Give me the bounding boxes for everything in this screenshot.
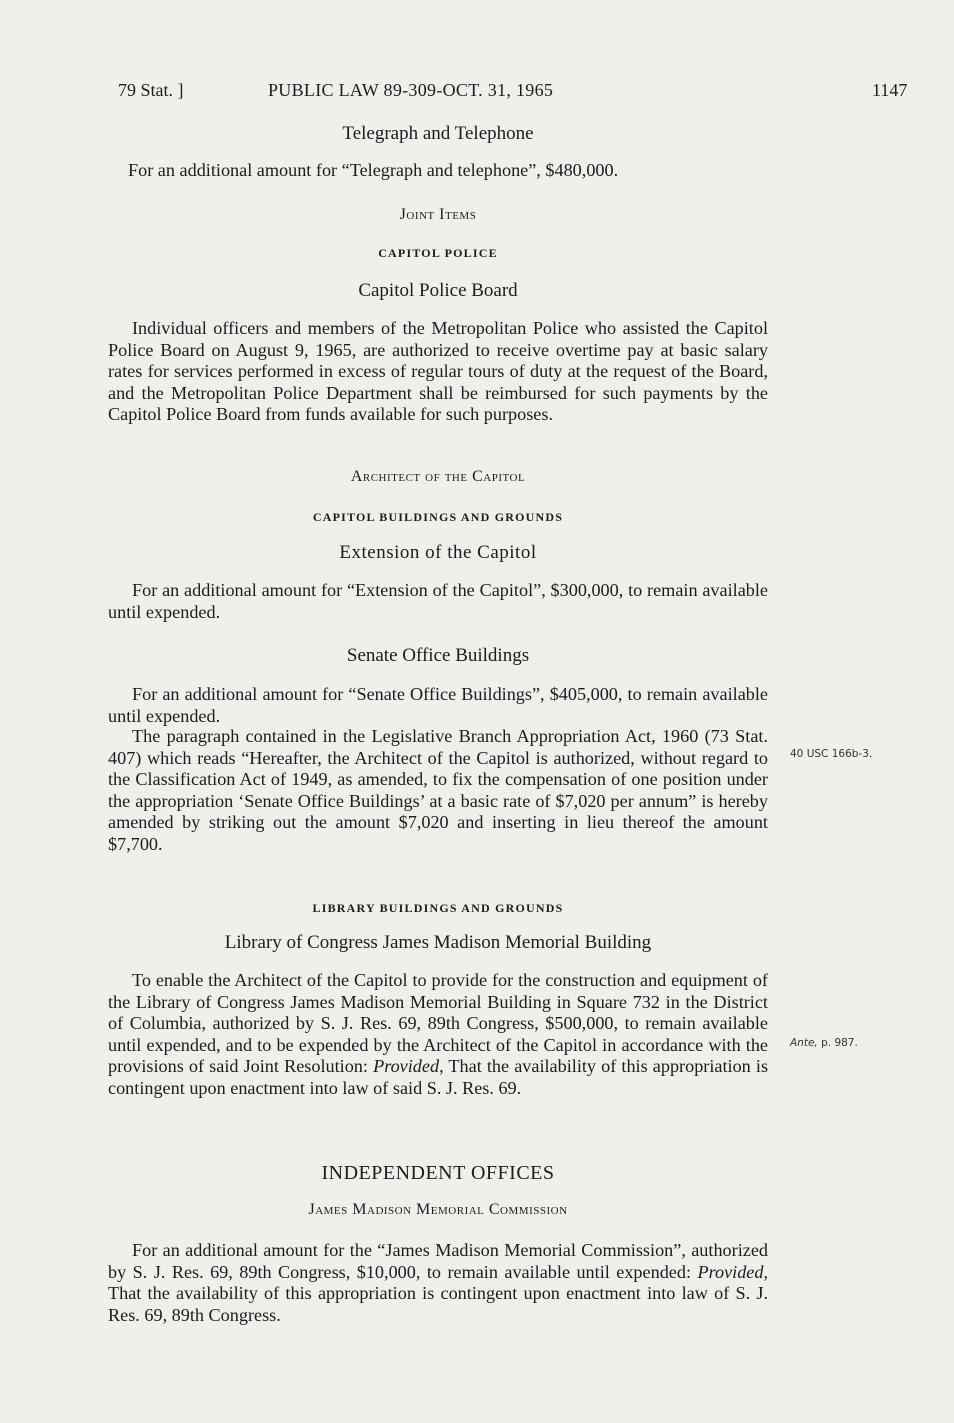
capitol-police-subheading: CAPITOL POLICE	[378, 246, 498, 260]
telegraph-text: For an additional amount for “Telegraph and telephone”, $480,000.	[128, 160, 619, 180]
madison-commission-text: For an additional amount for the “James Madison Memorial Commission”, authorized by S. J. Res. 69, 89th Congress, $10,000, to remain available until expended: Provided, That the availability of this appropriation is contingent upon enactment into law of S. J. Res. 69, 89th Congress.	[108, 1240, 769, 1325]
margin-note-usc: 40 USC 166b-3.	[790, 748, 873, 760]
page-number: 1147	[872, 80, 908, 100]
capitol-police-text: Individual officers and members of the Metropolitan Police who assisted the Capitol Police Board on August 9, 1965, are authorized to receive overtime pay at basic salary rates for services performed in excess of regular tours of duty at the request of the Board, and the Metropolitan Police Department shall be reimbursed for such payments by the Capitol Police Board from funds available for such purposes.	[108, 318, 768, 425]
independent-offices-heading: INDEPENDENT OFFICES	[321, 1162, 555, 1184]
telegraph-heading: Telegraph and Telephone	[342, 123, 534, 144]
extension-text: For an additional amount for “Extension of the Capitol”, $300,000, to remain available until expended.	[108, 580, 768, 622]
margin-note-ante: Ante, p. 987.	[790, 1037, 858, 1049]
joint-items-heading: Joint Items	[399, 206, 477, 223]
statute-volume: 79 Stat. ]	[118, 80, 184, 100]
library-text: To enable the Architect of the Capitol to provide for the construction and equipment of the Library of Congress James Madison Memorial Building in Square 732 in the District of Columbia, authorized by S. J. Res. 69, 89th Congress, $500,000, to remain available until expended, and to be expended by the Architect of the Capitol in accordance with the provisions of said Joint Resolution: Provided, That the availability of this appropriation is contingent upon enactment into law of said S. J. Res. 69.	[108, 970, 769, 1098]
legislative-act-text: The paragraph contained in the Legislative Branch Appropriation Act, 1960 (73 Stat. 407) which reads “Hereafter, the Architect of the Capitol is authorized, without regard to the Classification Act of 1949, as amended, to fix the compensation of one position under the appropriation ‘Senate Office Buildings’ at a basic rate of $7,020 per annum” is hereby amended by striking out the amount $7,020 and inserting in lieu thereof the amount $7,700.	[108, 726, 768, 854]
law-title: PUBLIC LAW 89-309-OCT. 31, 1965	[268, 80, 554, 100]
capitol-buildings-subheading: CAPITOL BUILDINGS AND GROUNDS	[312, 510, 564, 524]
library-heading: Library of Congress James Madison Memorial Building	[224, 932, 652, 953]
library-buildings-subheading: LIBRARY BUILDINGS AND GROUNDS	[312, 901, 564, 915]
capitol-police-board-heading: Capitol Police Board	[358, 280, 518, 301]
madison-commission-subheading: James Madison Memorial Commission	[308, 1201, 568, 1218]
extension-heading: Extension of the Capitol	[339, 542, 537, 563]
senate-office-heading: Senate Office Buildings	[346, 645, 530, 666]
senate-office-text: For an additional amount for “Senate Office Buildings”, $405,000, to remain available until expended.	[108, 684, 768, 726]
architect-heading: Architect of the Capitol	[350, 468, 526, 485]
